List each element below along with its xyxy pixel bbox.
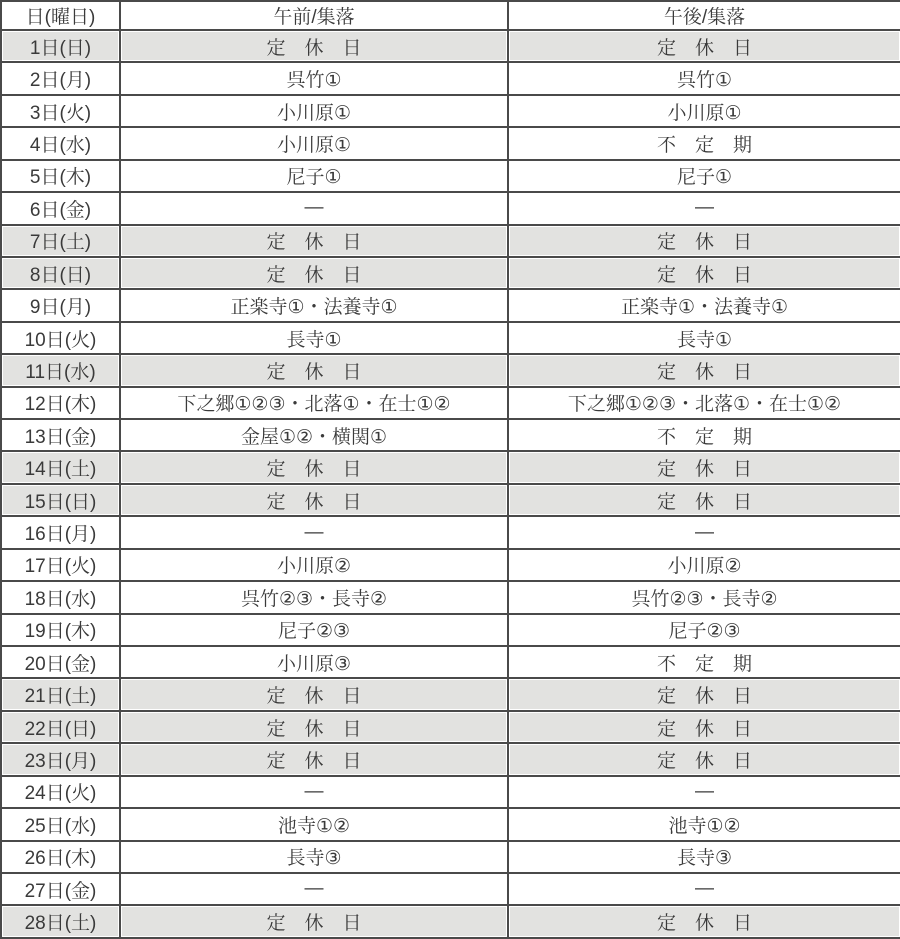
am-cell: 定 休 日 <box>120 484 508 516</box>
column-header-pm: 午後/集落 <box>508 1 900 30</box>
date-cell: 7日(土) <box>1 225 120 257</box>
table-row <box>1 322 900 354</box>
pm-cell: 下之郷①②③・北落①・在士①② <box>508 387 900 419</box>
pm-cell: 尼子②③ <box>508 614 900 646</box>
am-cell: 定 休 日 <box>120 354 508 386</box>
date-cell: 4日(水) <box>1 127 120 159</box>
table-row <box>1 516 900 548</box>
date-cell: 27日(金) <box>1 873 120 905</box>
date-cell: 13日(金) <box>1 419 120 451</box>
date-cell: 15日(日) <box>1 484 120 516</box>
am-cell: 長寺① <box>120 322 508 354</box>
date-cell: 5日(木) <box>1 160 120 192</box>
am-cell: 定 休 日 <box>120 711 508 743</box>
table-row <box>1 549 900 581</box>
table-row <box>1 62 900 94</box>
table-row <box>1 95 900 127</box>
date-cell: 8日(日) <box>1 257 120 289</box>
table-row <box>1 257 900 289</box>
date-cell: 9日(月) <box>1 289 120 321</box>
date-cell: 22日(日) <box>1 711 120 743</box>
pm-cell: 定 休 日 <box>508 905 900 938</box>
am-cell: 小川原① <box>120 127 508 159</box>
pm-cell: 定 休 日 <box>508 354 900 386</box>
date-cell: 23日(月) <box>1 743 120 775</box>
pm-cell: 尼子① <box>508 160 900 192</box>
pm-cell: 正楽寺①・法養寺① <box>508 289 900 321</box>
table-row <box>1 678 900 710</box>
date-cell: 19日(木) <box>1 614 120 646</box>
pm-cell: 小川原① <box>508 95 900 127</box>
pm-cell: — <box>508 192 900 224</box>
am-cell: 池寺①② <box>120 808 508 840</box>
date-cell: 20日(金) <box>1 646 120 678</box>
am-cell: 尼子②③ <box>120 614 508 646</box>
am-cell: 定 休 日 <box>120 30 508 62</box>
date-cell: 2日(月) <box>1 62 120 94</box>
date-cell: 24日(火) <box>1 776 120 808</box>
am-cell: 尼子① <box>120 160 508 192</box>
pm-cell: 小川原② <box>508 549 900 581</box>
pm-cell: 定 休 日 <box>508 711 900 743</box>
am-cell: 小川原② <box>120 549 508 581</box>
pm-cell: — <box>508 516 900 548</box>
am-cell: 定 休 日 <box>120 451 508 483</box>
table-row <box>1 905 900 938</box>
date-cell: 17日(火) <box>1 549 120 581</box>
table-row <box>1 743 900 775</box>
date-cell: 21日(土) <box>1 678 120 710</box>
table-row <box>1 873 900 905</box>
table-row <box>1 808 900 840</box>
am-cell: 金屋①②・横関① <box>120 419 508 451</box>
table-row <box>1 387 900 419</box>
am-cell: 定 休 日 <box>120 225 508 257</box>
table-row <box>1 225 900 257</box>
am-cell: — <box>120 516 508 548</box>
table-row <box>1 30 900 62</box>
pm-cell: 呉竹① <box>508 62 900 94</box>
table-row <box>1 451 900 483</box>
am-cell: — <box>120 192 508 224</box>
am-cell: 下之郷①②③・北落①・在士①② <box>120 387 508 419</box>
pm-cell: 定 休 日 <box>508 678 900 710</box>
pm-cell: 池寺①② <box>508 808 900 840</box>
table-row <box>1 711 900 743</box>
pm-cell: 定 休 日 <box>508 451 900 483</box>
table-row <box>1 127 900 159</box>
table-row <box>1 160 900 192</box>
table-row <box>1 776 900 808</box>
pm-cell: 定 休 日 <box>508 743 900 775</box>
table-row <box>1 289 900 321</box>
am-cell: 定 休 日 <box>120 678 508 710</box>
pm-cell: 定 休 日 <box>508 257 900 289</box>
schedule-body <box>1 30 900 938</box>
date-cell: 3日(火) <box>1 95 120 127</box>
am-cell: 定 休 日 <box>120 743 508 775</box>
am-cell: 長寺③ <box>120 841 508 873</box>
pm-cell: — <box>508 776 900 808</box>
am-cell: 小川原③ <box>120 646 508 678</box>
date-cell: 16日(月) <box>1 516 120 548</box>
header-row <box>1 1 900 30</box>
am-cell: 呉竹① <box>120 62 508 94</box>
pm-cell: 不 定 期 <box>508 127 900 159</box>
pm-cell: 不 定 期 <box>508 419 900 451</box>
date-cell: 11日(水) <box>1 354 120 386</box>
date-cell: 28日(土) <box>1 905 120 938</box>
am-cell: 呉竹②③・長寺② <box>120 581 508 613</box>
pm-cell: 長寺① <box>508 322 900 354</box>
am-cell: — <box>120 873 508 905</box>
date-cell: 14日(土) <box>1 451 120 483</box>
pm-cell: 定 休 日 <box>508 30 900 62</box>
pm-cell: 長寺③ <box>508 841 900 873</box>
date-cell: 25日(水) <box>1 808 120 840</box>
am-cell: — <box>120 776 508 808</box>
am-cell: 正楽寺①・法養寺① <box>120 289 508 321</box>
am-cell: 小川原① <box>120 95 508 127</box>
date-cell: 10日(火) <box>1 322 120 354</box>
table-row <box>1 646 900 678</box>
date-cell: 18日(水) <box>1 581 120 613</box>
pm-cell: 定 休 日 <box>508 225 900 257</box>
date-cell: 12日(木) <box>1 387 120 419</box>
date-cell: 1日(日) <box>1 30 120 62</box>
am-cell: 定 休 日 <box>120 905 508 938</box>
table-row <box>1 614 900 646</box>
date-cell: 6日(金) <box>1 192 120 224</box>
pm-cell: 不 定 期 <box>508 646 900 678</box>
table-row <box>1 354 900 386</box>
table-row <box>1 192 900 224</box>
table-row <box>1 581 900 613</box>
schedule-header <box>1 1 900 30</box>
table-row <box>1 419 900 451</box>
pm-cell: 呉竹②③・長寺② <box>508 581 900 613</box>
date-cell: 26日(木) <box>1 841 120 873</box>
pm-cell: — <box>508 873 900 905</box>
table-row <box>1 484 900 516</box>
column-header-am: 午前/集落 <box>120 1 508 30</box>
table-row <box>1 841 900 873</box>
pm-cell: 定 休 日 <box>508 484 900 516</box>
column-header-date: 日(曜日) <box>1 1 120 30</box>
am-cell: 定 休 日 <box>120 257 508 289</box>
